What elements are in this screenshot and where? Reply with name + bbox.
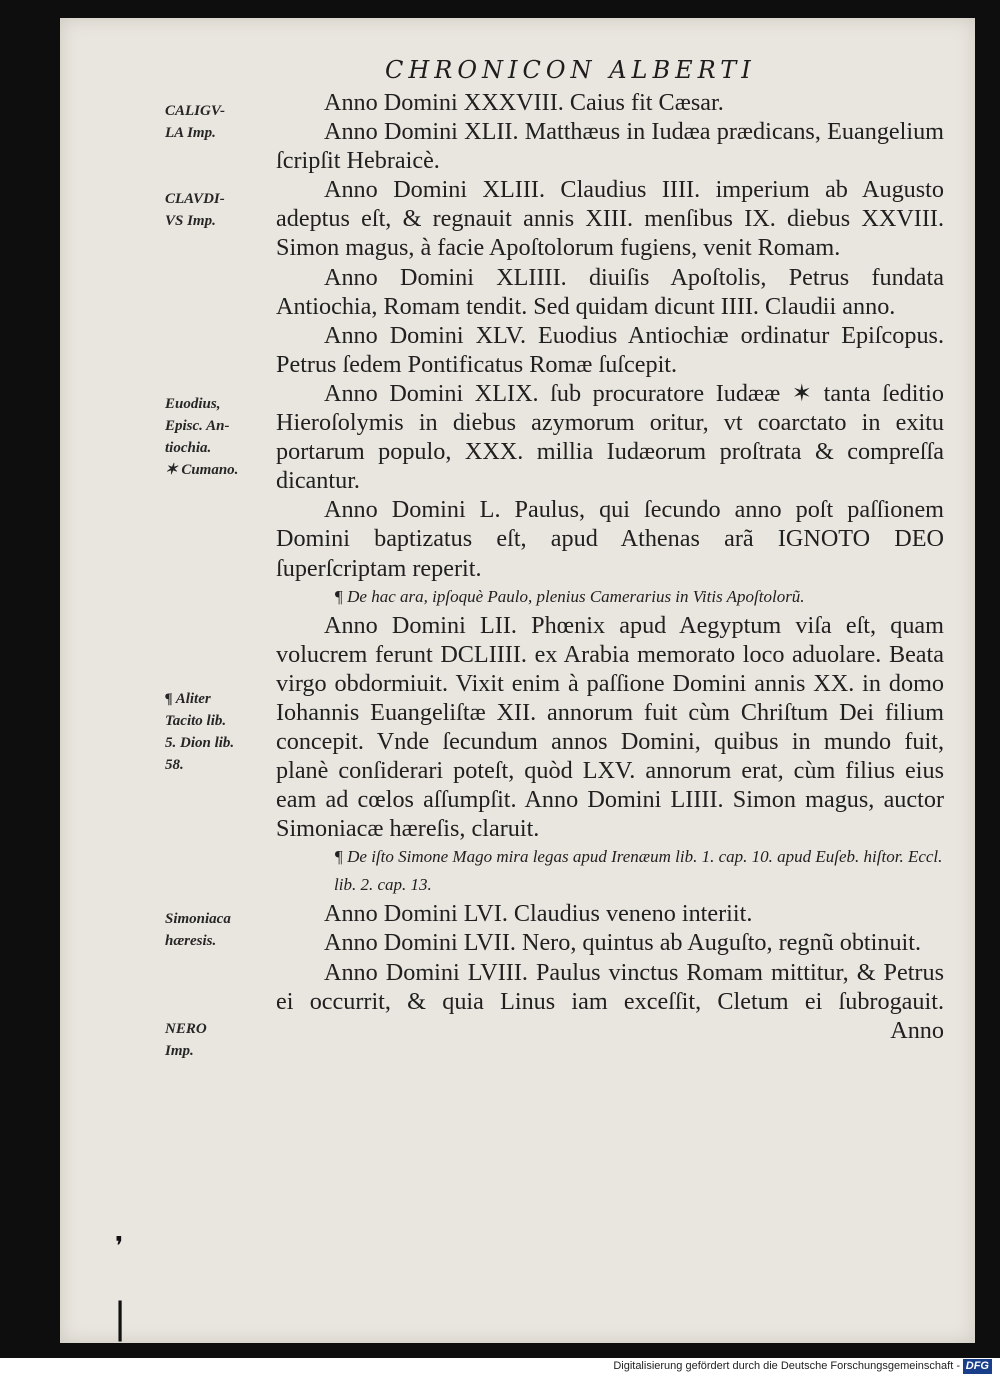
marginal-note-caligula: CALIGV- LA Imp. (165, 103, 226, 141)
marginal-note-aliter: ¶ Aliter Tacito lib. 5. Dion lib. 58. (165, 691, 235, 773)
entry-paragraph: Anno Domini LVI. Claudius veneno interiit. (324, 900, 753, 928)
dfg-logo-icon: DFG (963, 1359, 992, 1374)
ink-mark: ❜ (115, 1232, 124, 1261)
entry-paragraph: Anno Domini XLIX. ſub procuratore Iudææ ✶ tanta ſeditio Hieroſolymis in diebus azymorum oritur, vt coarctato in exitu portarum populo, XXX. millia Iudæorum proſtrata & compreſſa dicantur. (276, 379, 944, 495)
chronicle-text (276, 88, 944, 1045)
entry-paragraph: Anno Domini LVIII. Paulus vinctus Romam mittitur, & Petrus ei occurrit, & quia Linus iam exceſſit, Cletum ei ſubrogauit. (276, 958, 944, 1015)
funding-notice: Digitalisierung gefördert durch die Deutsche Forschungsgemeinschaft - (613, 1360, 960, 1372)
entry-paragraph: Anno Domini XLV. Euodius Antiochiæ ordinatur Epiſcopus. Petrus ſedem Pontificatus Romæ ſuſcepit. (276, 321, 944, 378)
entry-paragraph: Anno Domini XLII. Matthæus in Iudæa prædicans, Euangelium ſcripſit Hebraicè. (276, 118, 944, 175)
footnote-ara: ¶ De hac ara, ipſoquè Paulo, plenius Camerarius in Vitis Apoſtolorũ. (334, 586, 805, 606)
entry-paragraph: Anno Domini XLIIII. diuiſis Apoſtolis, Petrus fundata Antiochia, Romam tendit. Sed quidam dicunt IIII. Claudii anno. (276, 263, 944, 320)
catchword: Anno (890, 1016, 944, 1044)
entry-paragraph: Anno Domini LVII. Nero, quintus ab Auguſto, regnũ obtinuit. (324, 929, 922, 957)
ink-mark: | (115, 1291, 126, 1342)
entry-paragraph: Anno Domini L. Paulus, qui ſecundo anno poſt paſſionem Domini baptizatus eſt, apud Athenas arã IGNOTO DEO ſuperſcriptam reperit. (276, 496, 944, 582)
entry-paragraph: Anno Domini XXXVIII. Caius fit Cæsar. (324, 89, 724, 116)
running-head: CHRONICON ALBERTI (385, 56, 756, 84)
marginal-note-claudius: CLAVDI- VS Imp. (165, 191, 225, 229)
entry-paragraph: Anno Domini XLIII. Claudius IIII. imperium ab Augusto adeptus eſt, & regnauit annis XIII. menſibus IX. diebus XXVIII. Simon magus, à facie Apoſtolorum fugiens, venit Romam. (276, 176, 944, 262)
footnote-simon: ¶ De iſto Simone Mago mira legas apud Irenæum lib. 1. cap. 10. apud Euſeb. hiſtor. Eccl. lib. 2. cap. 13. (334, 847, 943, 895)
marginal-note-euodius: Euodius, Episc. An- tiochia. ✶ Cumano. (165, 396, 239, 478)
book-page (60, 18, 975, 1343)
marginal-note-simoniaca: Simoniaca hæresis. (165, 911, 231, 949)
footer-bar (0, 1358, 1000, 1378)
marginal-note-nero: NERO Imp. (165, 1021, 207, 1059)
entry-paragraph: Anno Domini LII. Phœnix apud Aegyptum viſa eſt, quam volucrem ferunt DCLIIII. ex Arabia memorato loco aduolare. Beata virgo obdormiuit. Vixit enim à paſſione Domini annis XX. in domo Iohannis Euangeliſtæ XII. annorum fuit cùm Chriſtum Dei filium concepit. Vnde ſecundum annos Domini, quibus in mundo fuit, planè conſiderari poteſt, quòd LXV. annorum erat, cùm filius eius eam ad cœlos aſſumpſit. Anno Domini LIIII. Simon magus, auctor Simoniacæ hæreſis, claruit. (276, 611, 944, 843)
